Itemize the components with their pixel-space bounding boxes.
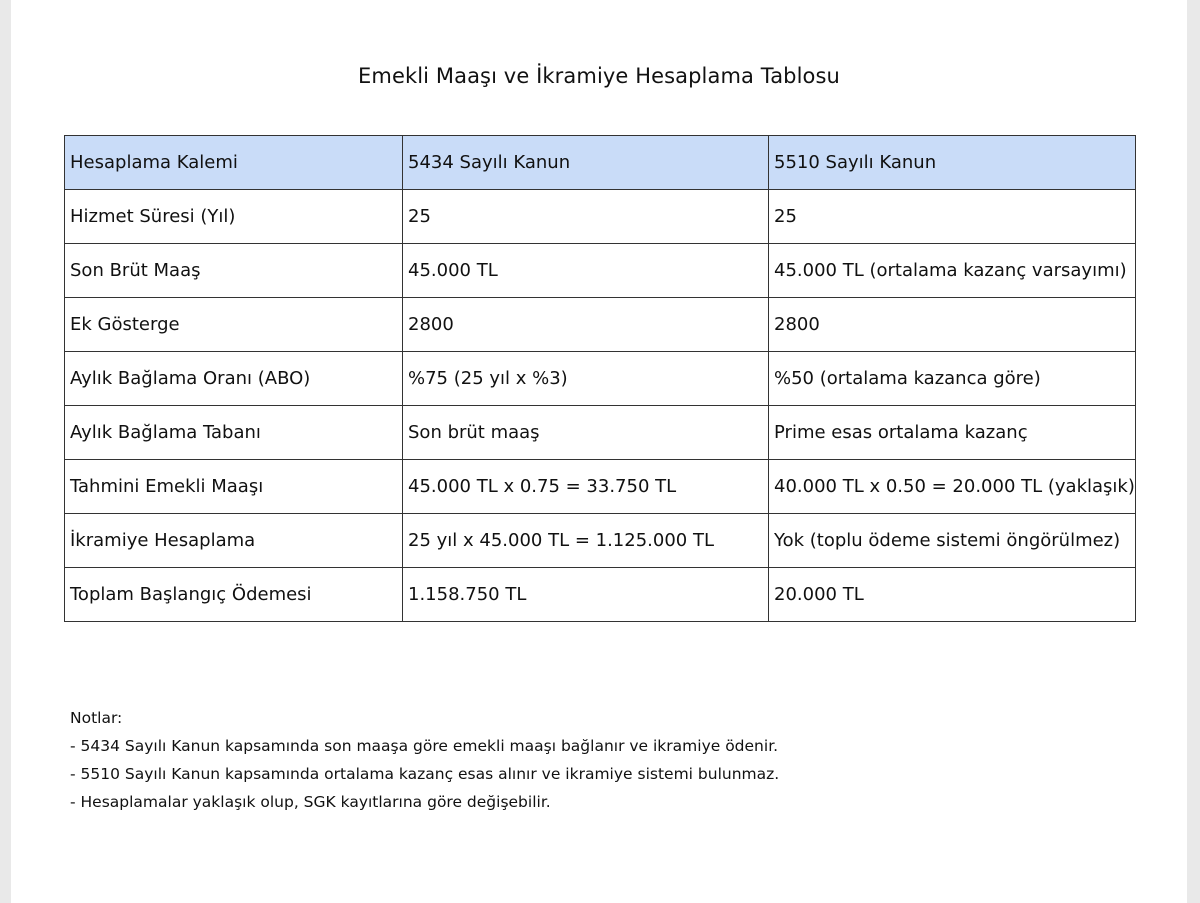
row-label: Ek Gösterge	[65, 298, 403, 352]
table-row	[65, 568, 1136, 622]
document-page	[11, 0, 1187, 903]
row-label: Aylık Bağlama Tabanı	[65, 406, 403, 460]
cell-5510: 20.000 TL	[769, 568, 1136, 622]
row-label: Aylık Bağlama Oranı (ABO)	[65, 352, 403, 406]
note-item: - 5510 Sayılı Kanun kapsamında ortalama kazanç esas alınır ve ikramiye sistemi bulunmaz.	[70, 765, 780, 783]
cell-5434: Son brüt maaş	[403, 406, 769, 460]
cell-5510: %50 (ortalama kazanca göre)	[769, 352, 1136, 406]
row-label: Toplam Başlangıç Ödemesi	[65, 568, 403, 622]
cell-5434: 25	[403, 190, 769, 244]
column-header-law-5434: 5434 Sayılı Kanun	[403, 136, 769, 190]
cell-5434: 45.000 TL x 0.75 = 33.750 TL	[403, 460, 769, 514]
table-header-row	[65, 136, 1136, 190]
note-item: - Hesaplamalar yaklaşık olup, SGK kayıtlarına göre değişebilir.	[70, 793, 551, 811]
cell-5434: %75 (25 yıl x %3)	[403, 352, 769, 406]
cell-5510: Prime esas ortalama kazanç	[769, 406, 1136, 460]
table-row	[65, 352, 1136, 406]
cell-5510: 40.000 TL x 0.50 = 20.000 TL (yaklaşık)	[769, 460, 1136, 514]
cell-5434: 45.000 TL	[403, 244, 769, 298]
cell-5510: 45.000 TL (ortalama kazanç varsayımı)	[769, 244, 1136, 298]
cell-5434: 25 yıl x 45.000 TL = 1.125.000 TL	[403, 514, 769, 568]
column-header-law-5510: 5510 Sayılı Kanun	[769, 136, 1136, 190]
table-row	[65, 460, 1136, 514]
row-label: İkramiye Hesaplama	[65, 514, 403, 568]
row-label: Son Brüt Maaş	[65, 244, 403, 298]
cell-5510: 25	[769, 190, 1136, 244]
column-header-item: Hesaplama Kalemi	[65, 136, 403, 190]
row-label: Tahmini Emekli Maaşı	[65, 460, 403, 514]
table-row	[65, 406, 1136, 460]
row-label: Hizmet Süresi (Yıl)	[65, 190, 403, 244]
table-row	[65, 298, 1136, 352]
note-item: - 5434 Sayılı Kanun kapsamında son maaşa göre emekli maaşı bağlanır ve ikramiye ödenir.	[70, 737, 779, 755]
document-title: Emekli Maaşı ve İkramiye Hesaplama Tablosu	[358, 64, 840, 88]
cell-5510: Yok (toplu ödeme sistemi öngörülmez)	[769, 514, 1136, 568]
table-row	[65, 244, 1136, 298]
table-row	[65, 190, 1136, 244]
cell-5510: 2800	[769, 298, 1136, 352]
table-row	[65, 514, 1136, 568]
cell-5434: 2800	[403, 298, 769, 352]
notes-section	[70, 704, 779, 816]
cell-5434: 1.158.750 TL	[403, 568, 769, 622]
notes-heading: Notlar:	[70, 709, 123, 727]
pension-calculation-table	[64, 135, 1136, 622]
